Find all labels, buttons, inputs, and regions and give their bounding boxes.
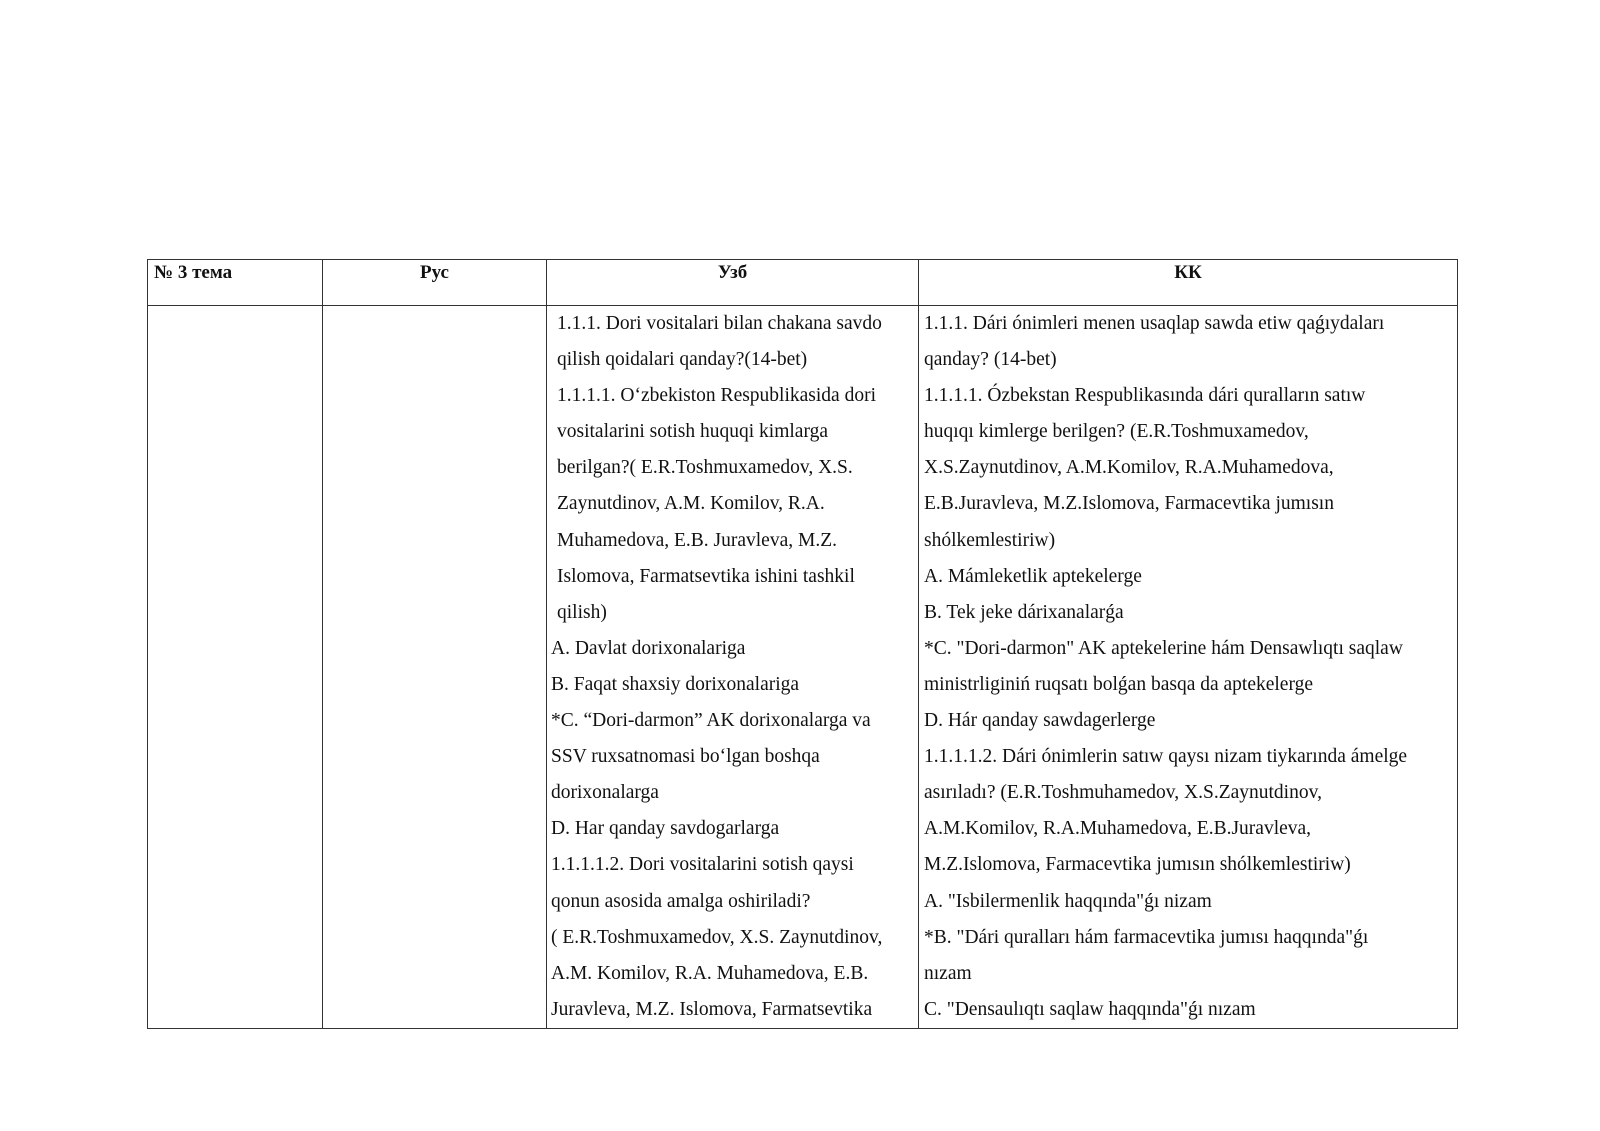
kk-line: shólkemlestiriw) xyxy=(924,529,1056,551)
content-row xyxy=(148,306,1458,1029)
header-rus: Рус xyxy=(323,260,547,306)
kk-line: 1.1.1.1.2. Dári ónimlerin satıw qaysı nizam tiykarında ámelge xyxy=(924,746,1408,768)
uzb-line: A.M. Komilov, R.A. Muhamedova, E.B. xyxy=(551,962,869,984)
kk-line: C. "Densaulıqtı saqlaw haqqında"ǵı nızam xyxy=(924,998,1256,1020)
uzb-line: Zaynutdinov, A.M. Komilov, R.A. xyxy=(557,493,825,515)
uzb-line: berilgan?( E.R.Toshmuxamedov, X.S. xyxy=(557,457,853,479)
kk-line: nızam xyxy=(924,962,972,984)
uzb-line: *C. “Dori-darmon” AK dorixonalarga va xyxy=(551,710,871,732)
header-uzb: Узб xyxy=(547,260,919,306)
uzb-line: D. Har qanday savdogarlarga xyxy=(551,818,780,840)
kk-line: ministrliginiń ruqsatı bolǵan basqa da aptekelerge xyxy=(924,673,1314,695)
kk-line: *B. "Dári quralları hám farmacevtika jumısı haqqında"ǵı xyxy=(924,926,1369,948)
uzb-line: qilish qoidalari qanday?(14-bet) xyxy=(557,349,808,371)
kk-line: 1.1.1.1. Ózbekstan Respublikasında dári quralların satıw xyxy=(924,385,1366,407)
kk-cell xyxy=(919,306,1458,1029)
kk-line: huqıqı kimlerge berilgen? (E.R.Toshmuxamedov, xyxy=(924,421,1309,443)
uzb-line: B. Faqat shaxsiy dorixonalariga xyxy=(551,673,800,695)
uzb-line: Islomova, Farmatsevtika ishini tashkil xyxy=(557,565,855,587)
kk-line: asırıladı? (E.R.Toshmuhamedov, X.S.Zaynutdinov, xyxy=(924,782,1322,804)
header-row xyxy=(148,260,1458,306)
uzb-line: ( E.R.Toshmuxamedov, X.S. Zaynutdinov, xyxy=(551,926,883,948)
uzb-line: Muhamedova, E.B. Juravleva, M.Z. xyxy=(557,529,837,551)
kk-line: 1.1.1. Dári ónimleri menen usaqlap sawda etiw qaǵıydaları xyxy=(924,313,1385,334)
header-kk: КК xyxy=(919,260,1458,306)
kk-line: D. Hár qanday sawdagerlerge xyxy=(924,710,1156,732)
uzb-line: 1.1.1.1.2. Dori vositalarini sotish qaysi xyxy=(551,854,854,876)
kk-line: A. "Isbilermenlik haqqında"ǵı nizam xyxy=(924,890,1212,912)
tema-cell xyxy=(148,306,323,1029)
kk-line: A. Mámleketlik aptekelerge xyxy=(924,565,1142,587)
kk-line: B. Tek jeke dárixanalarǵa xyxy=(924,601,1124,623)
uzb-line: 1.1.1.1. O‘zbekiston Respublikasida dori xyxy=(557,385,876,407)
uzb-cell xyxy=(547,306,919,1029)
kk-line: *C. "Dori-darmon" AK aptekelerine hám Densawlıqtı saqlaw xyxy=(924,637,1403,659)
uzb-line: Juravleva, M.Z. Islomova, Farmatsevtika xyxy=(551,998,873,1020)
kk-line: E.B.Juravleva, M.Z.Islomova, Farmacevtika jumısın xyxy=(924,493,1334,515)
uzb-line: qonun asosida amalga oshiriladi? xyxy=(551,890,811,912)
kk-line: M.Z.Islomova, Farmacevtika jumısın shólkemlestiriw) xyxy=(924,854,1351,876)
kk-line: A.M.Komilov, R.A.Muhamedova, E.B.Juravleva, xyxy=(924,818,1312,840)
uzb-line: 1.1.1. Dori vositalari bilan chakana savdo xyxy=(557,313,882,334)
kk-line: qanday? (14-bet) xyxy=(924,349,1057,371)
header-tema: № 3 тема xyxy=(148,260,323,306)
uzb-line: A. Davlat dorixonalariga xyxy=(551,637,746,659)
uzb-line: dorixonalarga xyxy=(551,782,659,804)
uzb-line: vositalarini sotish huquqi kimlarga xyxy=(557,421,828,443)
uzb-line: qilish) xyxy=(557,601,607,623)
question-table xyxy=(147,259,1458,1029)
kk-line: X.S.Zaynutdinov, A.M.Komilov, R.A.Muhamedova, xyxy=(924,457,1334,479)
rus-cell xyxy=(323,306,547,1029)
kk-text-block xyxy=(919,306,1457,1028)
uzb-text-block xyxy=(547,306,918,1028)
uzb-line: SSV ruxsatnomasi bo‘lgan boshqa xyxy=(551,746,820,768)
